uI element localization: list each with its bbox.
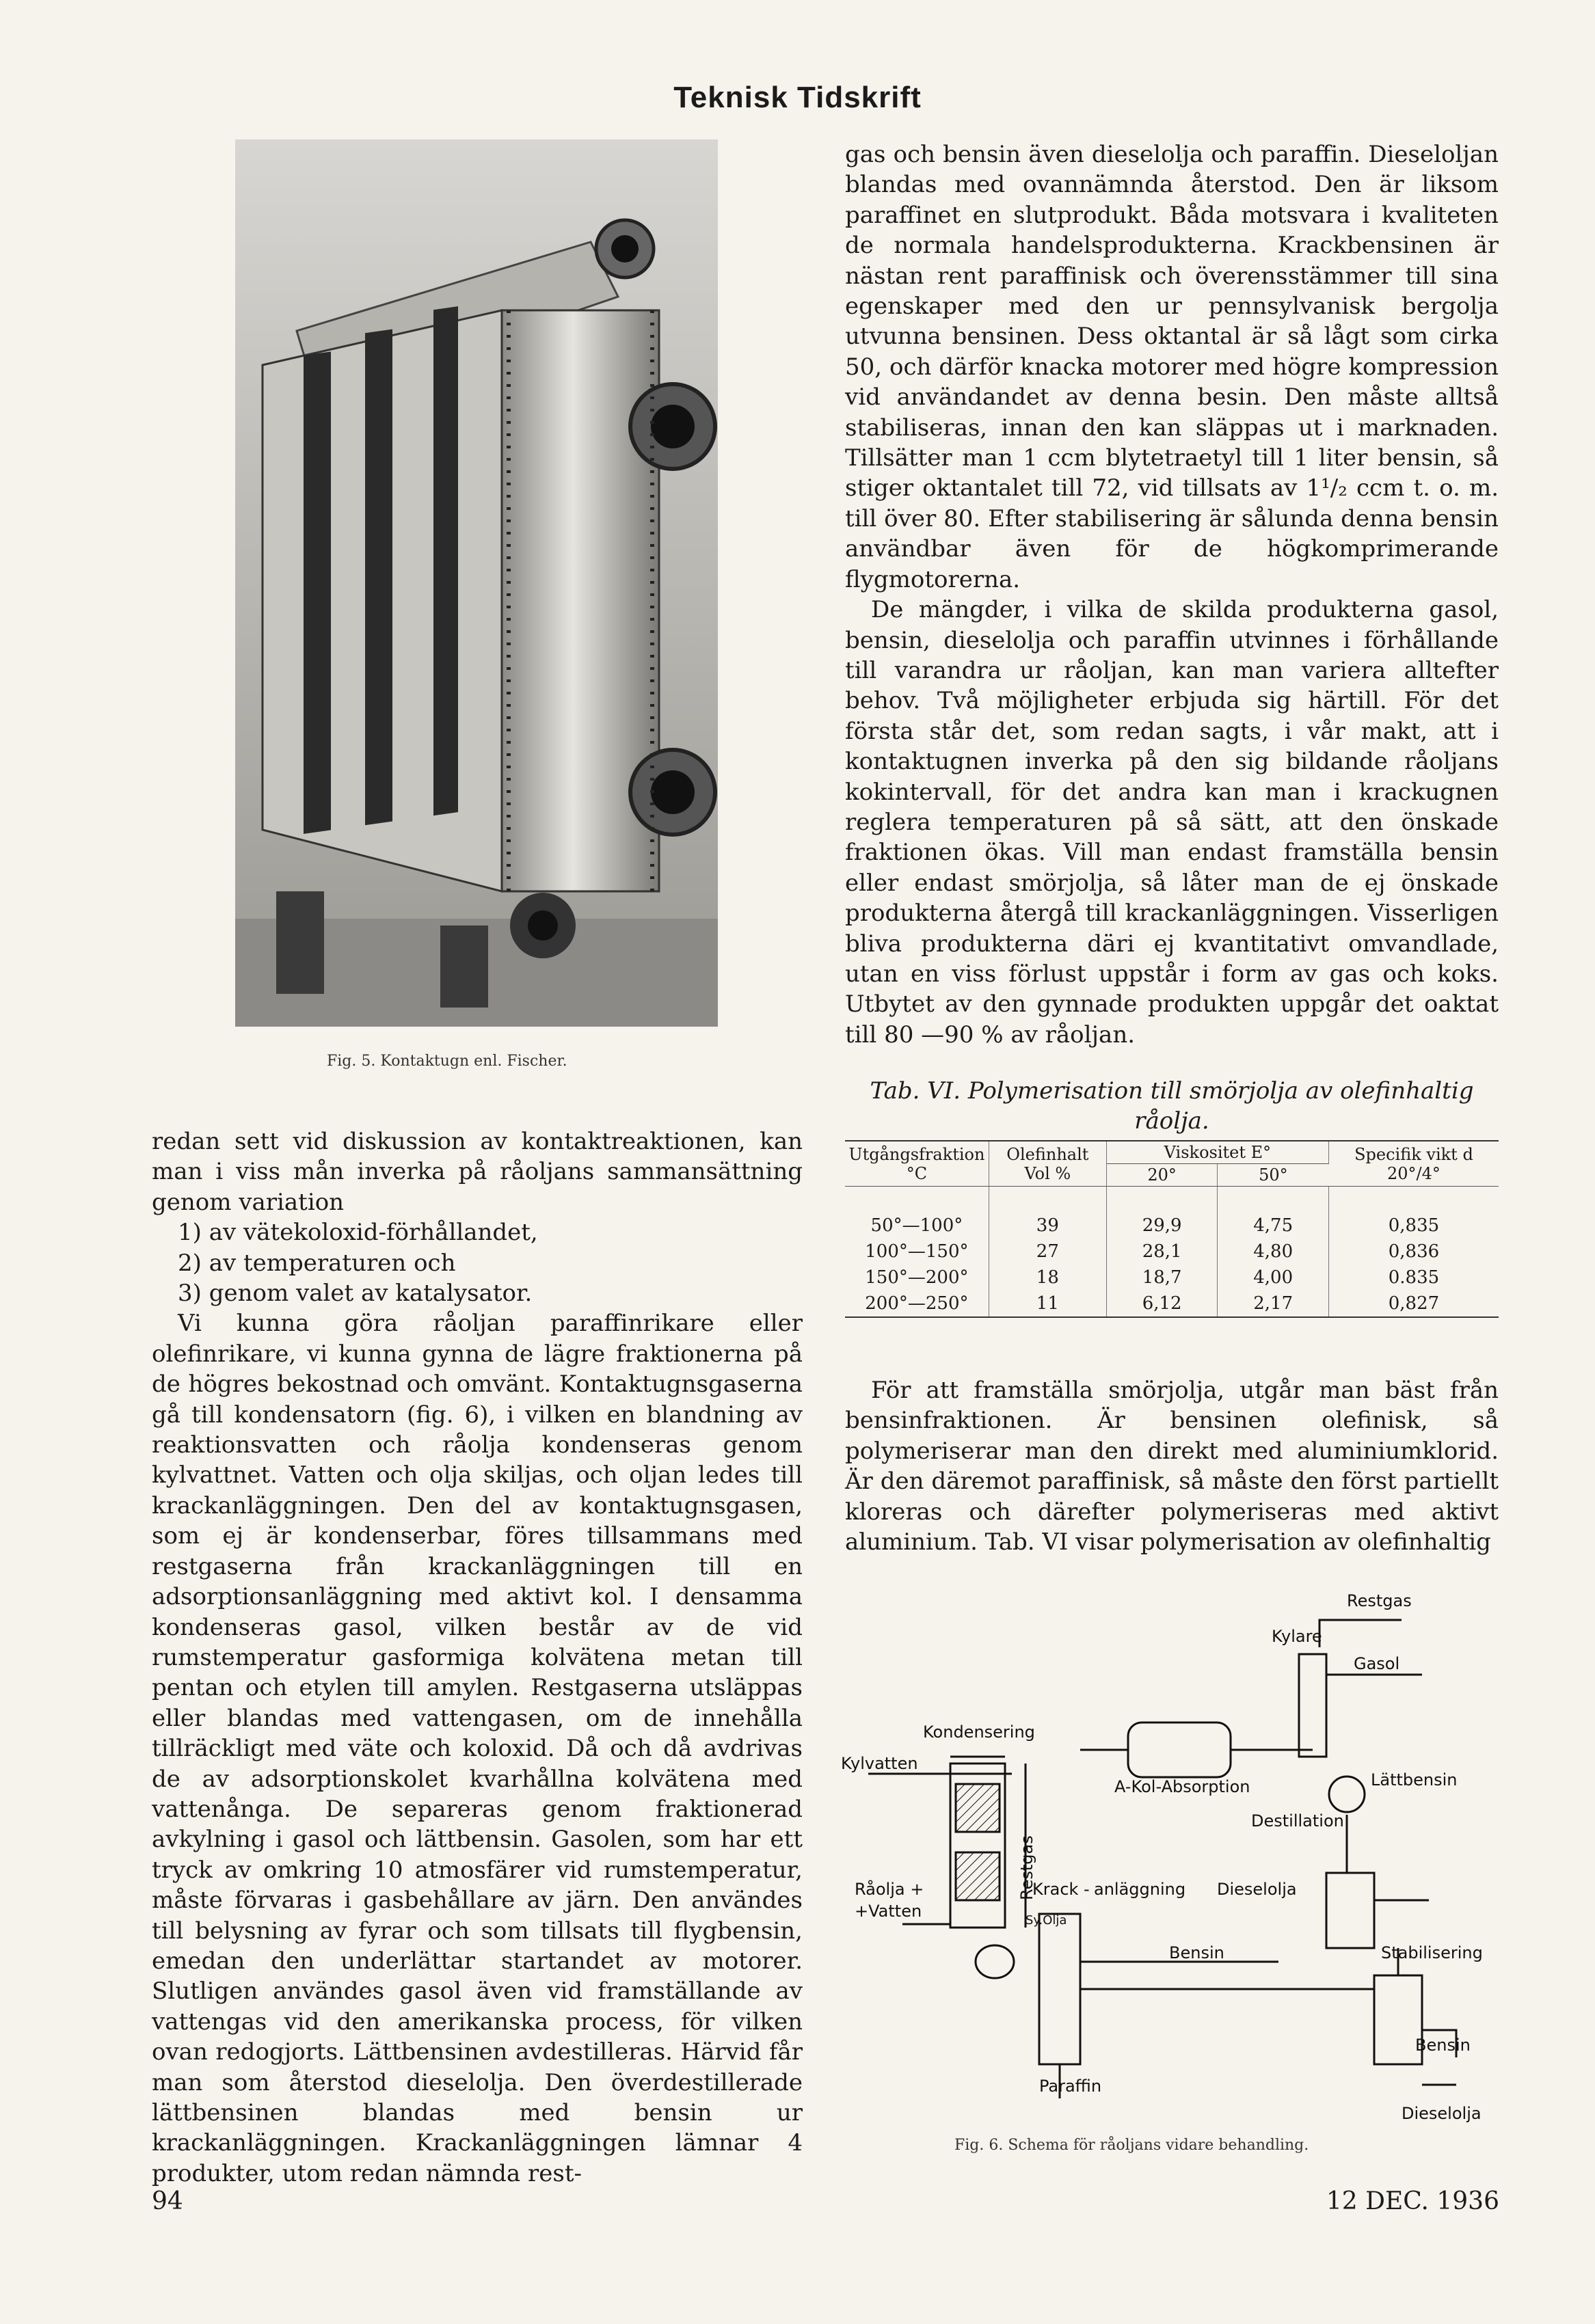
table-row [845, 1239, 1499, 1265]
left-column-text [152, 1126, 803, 2189]
right-column-text [845, 139, 1499, 1050]
cell-v50: 2,17 [1218, 1291, 1329, 1317]
label-sy-olja: Sy.Olja [1026, 1913, 1067, 1928]
table-6-title: Tab. VI. Polymerisation till smörjolja av olefinhaltig råolja. [870, 1077, 1474, 1135]
label-bensin-out: Bensin [1415, 2036, 1471, 2055]
table-6 [845, 1140, 1499, 1318]
cell-olefin: 39 [989, 1187, 1106, 1239]
table-row [845, 1265, 1499, 1291]
cell-density: 0,836 [1388, 1241, 1440, 1262]
label-paraffin: Paraffin [1039, 2077, 1102, 2096]
contact-oven-illustration [235, 139, 718, 1027]
cracking-column [1039, 1914, 1080, 2064]
label-destillation: Destillation [1251, 1811, 1344, 1830]
list-item-2: 2) av temperaturen och [178, 1249, 456, 1277]
figure-5-photo [235, 139, 718, 1027]
cell-olefin: 18 [989, 1265, 1106, 1291]
distillation-vessel [1326, 1873, 1374, 1948]
header-olefin: Olefinhalt Vol % [989, 1141, 1106, 1187]
label-krack: Krack - [1032, 1880, 1090, 1899]
header-viscosity: Viskositet E° [1106, 1141, 1328, 1164]
cell-fraction: 100°—150° [845, 1239, 989, 1265]
cell-density: 0.835 [1388, 1267, 1440, 1288]
cell-fraction: 150°—200° [845, 1265, 989, 1291]
cell-olefin: 27 [989, 1239, 1106, 1265]
label-lattbensin: Lättbensin [1371, 1770, 1458, 1789]
label-gasol: Gasol [1354, 1654, 1400, 1673]
page-number: 94 [152, 2187, 183, 2215]
cell-v50: 4,80 [1218, 1239, 1329, 1265]
figure-6-caption: Fig. 6. Schema för råoljans vidare behandling. [954, 2137, 1309, 2154]
figure-6-process-diagram [841, 1579, 1504, 2133]
header-visc-50: 50° [1218, 1164, 1329, 1187]
issue-date: 12 DEC. 1936 [1326, 2187, 1499, 2215]
label-anlaggning: anläggning [1094, 1880, 1186, 1899]
label-restgas-vertical: Restgas [1017, 1835, 1036, 1900]
cell-fraction: 200°—250° [845, 1291, 989, 1317]
list-item-3: 3) genom valet av katalysator. [178, 1280, 533, 1308]
cell-olefin: 11 [989, 1291, 1106, 1317]
separator-vessel [976, 1945, 1014, 1978]
cell-v50: 4,75 [1218, 1187, 1329, 1239]
cell-v20: 28,1 [1106, 1239, 1218, 1265]
label-kylare: Kylare [1272, 1627, 1322, 1646]
right-paragraph-2: De mängder, i vilka de skilda produkterna gasol, bensin, dieselolja och paraffin utvinnes i förhållande till varandra ur råoljan, kan man variera alltefter behov. Två möjligheter erbjuda sig härtill. För det första står det, som redan sagts, i vår makt, att i kontaktugnen inverka på den sig bildande råoljans kokintervall, för det andra kan man i krackugnen reglera temperaturen på så sätt, att den önskade fraktionen ökas. Vill man endast framställa bensin eller endast smörjolja, så låter man de ej önskade produkterna återgå till krackanläggningen. Visserligen bliva produkterna däri ej kvantitativt omvandlade, utan en viss förlust uppstår i form av gas och koks. Utbytet av den gynnade produkten uppgår det oaktat till 80 —90 % av råoljan. [845, 596, 1499, 1049]
label-raolja: Råolja + [855, 1880, 924, 1899]
label-stabilisering: Stabilisering [1381, 1943, 1483, 1962]
journal-title: Teknisk Tidskrift [673, 81, 922, 114]
absorber-vessel [1128, 1722, 1231, 1777]
cell-v20: 6,12 [1106, 1291, 1218, 1317]
cell-v20: 18,7 [1106, 1265, 1218, 1291]
left-paragraph-2: Vi kunna göra råoljan paraffinrikare eller olefinrikare, vi kunna gynna de lägre fraktionerna på de högres bekostnad och omvänt. Kontaktugnsgaserna gå till kondensatorn (fig. 6), i vilken en blandning av reaktionsvatten och råolja kondenseras genom kylvattnet. Vatten och olja skiljas, och oljan ledes till krackanläggningen. Den del av kontaktugnsgasen, som ej är kondenserbar, föres tillsammans med restgaserna från krackanläggningen till en adsorptionsanläggning med aktivt kol. I densamma kondenseras gasol, vilken består av de vid rumstemperatur gasformiga kolvätena metan till pentan och etylen till amylen. Restgaserna utsläppas eller blandas med vattengasen, om de innehålla tillräckligt med väte och koloxid. Då och då avdrivas de av adsorptionskolet kvarhållna kolvätena med vattenånga. De separeras genom fraktionerad avkylning i gasol och lättbensin. Gasolen, som har ett tryck av omkring 10 atmosfärer vid rumstemperatur, måste förvaras i gasbehållare av järn. Den användes till belysning av fyrar och som tillsats till flygbensin, emedan den underlättar startandet av motorer. Slutligen användes gasol även vid framställande av vattengas vid den amerikanska process, för vilken ovan redogjorts. Lättbensinen avdestilleras. Härvid får man som återstod dieselolja. Den överdestillerade lättbensinen blandas med bensin ur krackanläggningen. Krackanläggningen lämnar 4 produkter, utom redan nämnda rest- [152, 1310, 803, 2187]
header-visc-20: 20° [1106, 1164, 1218, 1187]
cell-density: 0,835 [1388, 1215, 1440, 1236]
left-paragraph-1: redan sett vid diskussion av kontaktreaktionen, kan man i viss mån inverka på råoljans sammansättning genom variation [152, 1128, 803, 1216]
cooler-vessel [1299, 1654, 1326, 1757]
cell-density: 0,827 [1328, 1291, 1499, 1317]
label-restgas: Restgas [1347, 1591, 1412, 1610]
label-vatten: +Vatten [855, 1902, 922, 1921]
right-paragraph-3: För att framställa smörjolja, utgår man bäst från bensinfraktionen. Är bensinen olefinisk, så polymeriserar man den direkt med aluminiumklorid. Är den däremot paraffinisk, så måste den först partiellt kloreras och därefter polymeriseras med aktivt aluminium. Tab. VI visar polymerisation av olefinhaltig [845, 1377, 1499, 1556]
label-dieselolja-mid: Dieselolja [1217, 1880, 1297, 1899]
right-column-text-continued [845, 1375, 1499, 1557]
label-kondensering: Kondensering [923, 1722, 1035, 1742]
label-dieselolja-out: Dieselolja [1402, 2104, 1482, 2123]
lattbensin-separator [1329, 1776, 1365, 1812]
label-bensin-mid: Bensin [1169, 1943, 1224, 1962]
right-paragraph-1: gas och bensin även dieselolja och paraffin. Dieseloljan blandas med ovannämnda återstod. Den är liksom paraffinet en slutprodukt. Båda motsvara i kvaliteten de normala handelsprodukterna. Krackbensinen är nästan rent paraffinisk och överensstämmer till sina egenskaper med den ur pennsylvanisk bergolja utvunna bensinen. Dess oktantal är så lågt som cirka 50, och därför knacka motorer med högre kompression vid användandet av denna besin. Den måste alltså stabiliseras, innan den kan släppas ut i marknaden. Tillsätter man 1 ccm blytetraetyl till 1 liter bensin, så stiger oktantalet till 72, vid tillsats av 1¹/₂ ccm t. o. m. till över 80. Efter stabilisering är sålunda denna bensin användbar även för de högkomprimerande flygmotorerna. [845, 141, 1499, 593]
table-row [845, 1187, 1499, 1239]
table-row [845, 1291, 1499, 1317]
header-fraction: Utgångsfraktion °C [845, 1141, 989, 1187]
label-kylvatten: Kylvatten [841, 1754, 918, 1773]
cell-fraction: 50°—100° [845, 1187, 989, 1239]
cell-v20: 29,9 [1106, 1187, 1218, 1239]
header-density: Specifik vikt d 20°/4° [1328, 1141, 1499, 1187]
figure-5-caption: Fig. 5. Kontaktugn enl. Fischer. [327, 1053, 567, 1070]
label-a-kol: A-Kol-Absorption [1114, 1777, 1250, 1796]
cell-v50: 4,00 [1218, 1265, 1329, 1291]
list-item-1: 1) av vätekoloxid-förhållandet, [178, 1219, 538, 1247]
